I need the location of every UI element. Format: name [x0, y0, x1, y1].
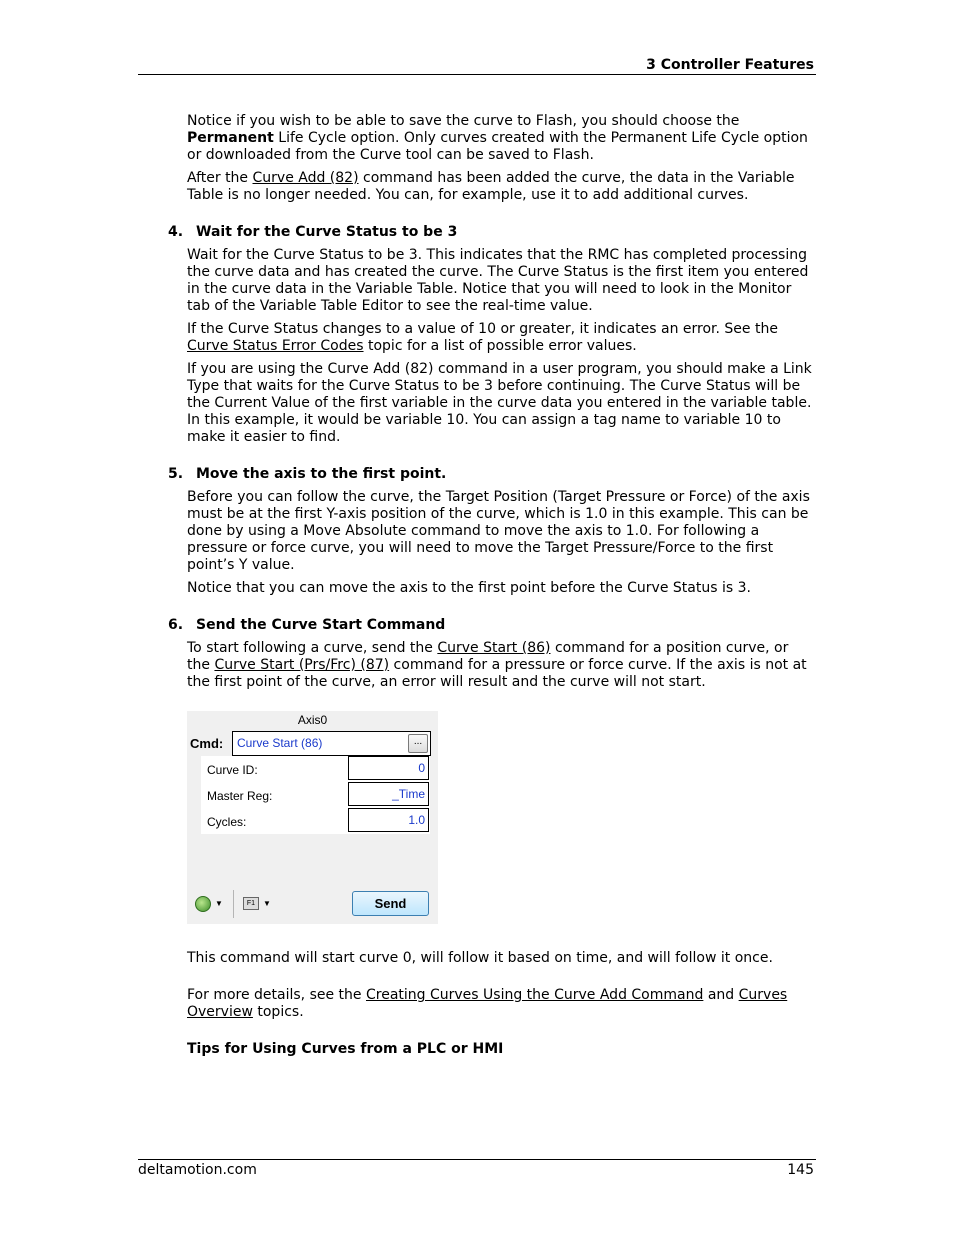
cmd-value: Curve Start (86)	[237, 736, 323, 750]
step-5-paragraph-2: Notice that you can move the axis to the first point before the Curve Status is 3.	[187, 580, 751, 596]
curve-status-error-codes-link[interactable]: Curve Status Error Codes	[187, 338, 364, 354]
cmd-label: Cmd:	[190, 736, 224, 751]
step-4-heading: 4. Wait for the Curve Status to be 3	[168, 224, 458, 240]
step-5-heading: 5. Move the axis to the first point.	[168, 466, 447, 482]
cycles-label: Cycles:	[207, 815, 247, 829]
curve-id-label: Curve ID:	[207, 763, 258, 777]
curves-overview-link[interactable]: Curves Overview	[187, 987, 788, 1020]
step-5-paragraph-1: Before you can follow the curve, the Target Position (Target Pressure or Force) of the axis must be at the first Y-axis position of the curve, which is 1.0 in this example. This can be done by using a Move Absolute command to move the axis to 1.0. For following a pressure or force curve, you will need to move the Target Pressure/Force to the first point’s Y value.	[187, 489, 810, 573]
toolbar-divider	[233, 890, 234, 918]
step-4-paragraph-1: Wait for the Curve Status to be 3. This indicates that the RMC has completed processing the curve data and has created the curve. The Curve Status is the first item you entered in the curve data in the Variable Table. Notice that you will need to look in the Monitor tab of the Variable Table Editor to see the real-time value.	[187, 247, 809, 314]
tips-heading: Tips for Using Curves from a PLC or HMI	[187, 1041, 504, 1057]
help-f1-icon[interactable]: F1	[243, 897, 259, 910]
header-rule	[138, 74, 816, 75]
page-content	[168, 113, 815, 1064]
curve-id-field[interactable]: 0	[348, 756, 429, 780]
intro-paragraph-1: Notice if you wish to be able to save the curve to Flash, you should choose the Permanent Life Cycle option. Only curves created with the Permanent Life Cycle option or downloaded from the Curve tool can be saved to Flash.	[187, 113, 808, 163]
browse-command-button[interactable]: ...	[408, 734, 428, 753]
curve-start-prs-frc-87-link[interactable]: Curve Start (Prs/Frc) (87)	[214, 657, 390, 673]
curve-add-link[interactable]: Curve Add (82)	[252, 170, 359, 186]
step-4-paragraph-3: If you are using the Curve Add (82) command in a user program, you should make a Link Type that waits for the Curve Status to be 3 before continuing. The Curve Status will be the Current Value of the first variable in the curve data you entered in the variable table. In this example, it would be variable 10. You can assign a tag name to variable 10 to make it easier to find.	[187, 361, 812, 445]
panel-title: Axis0	[297, 713, 328, 727]
intro-paragraph-2: After the Curve Add (82) command has been added the curve, the data in the Variable Table is no longer needed. You can, for example, use it to add additional curves.	[187, 170, 795, 203]
header-title: 3 Controller Features	[646, 57, 814, 73]
axis-command-panel	[187, 711, 438, 924]
cycles-field[interactable]: 1.0	[348, 808, 429, 832]
master-reg-field[interactable]: _Time	[348, 782, 429, 806]
footer-rule	[138, 1159, 816, 1160]
step-6-paragraph-1: To start following a curve, send the Curve Start (86) command for a position curve, or the Curve Start (Prs/Frc) (87) command for a pressure or force curve. If the axis is not at the first point of the curve, an error will result and the curve will not start.	[187, 640, 807, 690]
creating-curves-link[interactable]: Creating Curves Using the Curve Add Command	[365, 987, 704, 1003]
master-reg-label: Master Reg:	[207, 789, 273, 803]
send-button[interactable]: Send	[352, 891, 429, 916]
chevron-down-icon[interactable]: ▼	[215, 899, 223, 908]
footer-site: deltamotion.com	[138, 1162, 257, 1178]
curve-start-86-link[interactable]: Curve Start (86)	[437, 640, 551, 656]
step-6-heading: 6. Send the Curve Start Command	[168, 617, 446, 633]
outro-paragraph-1: This command will start curve 0, will follow it based on time, and will follow it once.	[187, 950, 773, 966]
footer-page-number: 145	[787, 1162, 814, 1178]
cmd-field[interactable]	[232, 731, 431, 756]
refresh-clock-icon[interactable]	[195, 896, 211, 912]
step-4-paragraph-2: If the Curve Status changes to a value of 10 or greater, it indicates an error. See the Curve Status Error Codes topic for a list of possible error values.	[187, 321, 778, 354]
panel-toolbar	[193, 894, 283, 914]
outro-paragraph-2: For more details, see the Creating Curves Using the Curve Add Command and Curves Overview topics.	[187, 987, 788, 1020]
chevron-down-icon[interactable]: ▼	[263, 899, 271, 908]
